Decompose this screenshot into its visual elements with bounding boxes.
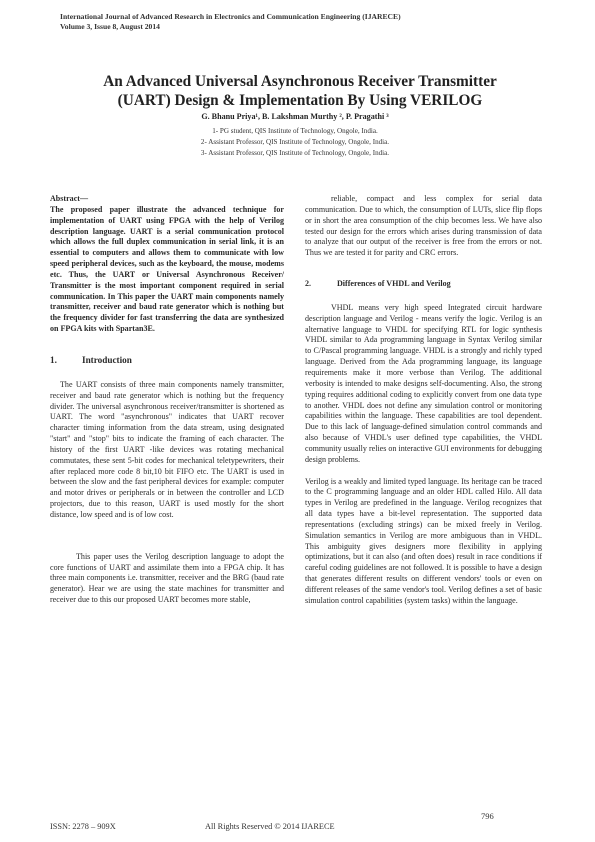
abstract-heading: Abstract— (50, 194, 88, 203)
abstract-text: The proposed paper illustrate the advanced technique for implementation of UART using FPGA with the help of Verilog description language. UART is a serial communication protocol which allows the full duplex communication in serial link, it is an essential to computers and allows them to communicate with low speed peripheral devices, such as the keyboard, the mouse, modems etc. Thus, the UART or Universal Asynchronous Receiver/ Transmitter is the most important component required in serial communication. In This paper the UART main components namely transmitter, receiver and baud rate generator which is nothing but the frequency divider for fast transferring the data are synthesized on FPGA kits with Spartan3E. (50, 204, 284, 334)
journal-header (60, 12, 401, 32)
paper-title (40, 72, 560, 110)
verilog-paragraph: Verilog is a weakly and limited typed language. Its heritage can be traced to the C programming language and an older HDL called Hilo. All data types in Verilog are predefined in the language. Verilog recognizes that all data types have a bit-level representation. The supported data representations (excluding strings) can be mixed freely in Verilog. Simulation semantics in Verilog are more ambiguous than in VHDL. This ambiguity gives designers more flexibility in applying optimizations, but it can also (and often does) result in race conditions if careful coding guidelines are not followed. It is possible to have a design that generates different results on different vendors' tools or even on different releases of the same vendor's tool. Verilog defines a set of basic simulation control capabilities (system tasks) within the language. (305, 476, 542, 605)
title-line-1: An Advanced Universal Asynchronous Receiver Transmitter (103, 73, 497, 90)
section-number: 1. (50, 354, 57, 365)
author-list: G. Bhanu Priya¹, B. Lakshman Murthy ², P. Pragathi ³ (201, 112, 389, 121)
continued-paragraph: reliable, compact and less complex for serial data communication. Due to which, the consumption of LUTs, slice flip flops or in short the area consumption of the chip becomes less. We have also tested our design for the errors which arises during transmission of data to analyze that our output of the receiver is free from the errors or not. Thus we are tested it for parity and CRC errors. (305, 194, 542, 258)
section-heading-introduction (50, 355, 284, 366)
journal-name: International Journal of Advanced Research in Electronics and Communication Engineering (IJARECE) (60, 12, 401, 21)
affiliation-1: 1- PG student, QIS Institute of Technology, Ongole, India. (212, 127, 378, 135)
vhdl-paragraph: VHDL means very high speed Integrated circuit hardware description language and Verilog - means verify the logic. Verilog is an alternative language to VHDL for specifying RTL for logic synthesis VHDL similar to Ada programming language in Syntax Verilog similar to C/Pascal programming language. VHDL is a strongly and richly typed language. Derived from the Ada programming language, its language requirements make it more verbose than Verilog. The additional verbosity is intended to make designs self-documenting. Also, the strong typing requires additional coding to explicitly convert from one data type to another. VHDL does not define any simulation control or monitoring capabilities within the language. These capabilities are tool dependent. Due to this lack of language-defined simulation control commands and also because of VHDL's user defined type capabilities, the VHDL community usually relies on interactive GUI environments for debugging design problems. (305, 302, 542, 464)
section-number: 2. (305, 279, 312, 289)
footer-issn: ISSN: 2278 – 909X (50, 822, 116, 831)
section-title: Differences of VHDL and Verilog (337, 279, 451, 289)
affiliations (60, 126, 530, 160)
affiliation-2: 2- Assistant Professor, QIS Institute of Technology, Ongole, India. (200, 138, 390, 147)
title-line-2: (UART) Design & Implementation By Using VERILOG (117, 92, 483, 109)
intro-paragraph-1: The UART consists of three main components namely transmitter, receiver and baud rate generator which is nothing but the frequency divider. The universal asynchronous receiver/transmitter is shortened as UART. The word "asynchronous" indicates that UART recover character timing information from the data stream, using designated "start" and "stop" bits to indicate the framing of each character. The history of the first UART -like devices was rotating mechanical commutates, these sent 5-bit codes for mechanical teletypewriters, their after replaced more code 8 bit,10 bit FIFO etc. The UART is used in between the slow and the fast peripheral devices for example: computer and motor drives or peripherals or in between the controller and LCD projectors, due to this reason, UART is used mostly for the short distance, low speed and is of low cost. (50, 379, 284, 519)
intro-paragraph-2: This paper uses the Verilog description language to adopt the core functions of UART and assimilate them into a FPGA chip. It has three main components i.e. transmitter, receiver and the BRG (baud rate generator). Hear we are using the state machines for transmitter and receiver due to this our proposed UART becomes more stable, (50, 551, 284, 605)
journal-volume: Volume 3, Issue 8, August 2014 (60, 22, 160, 31)
footer-rights: All Rights Reserved © 2014 IJARECE (205, 822, 335, 831)
section-title: Introduction (82, 354, 132, 365)
right-column (305, 194, 542, 607)
page-number: 796 (481, 811, 494, 821)
section-heading-vhdl-verilog (305, 279, 542, 290)
left-column (50, 194, 284, 606)
affiliation-3: 3- Assistant Professor, QIS Institute of Technology, Ongole, India. (200, 149, 390, 158)
